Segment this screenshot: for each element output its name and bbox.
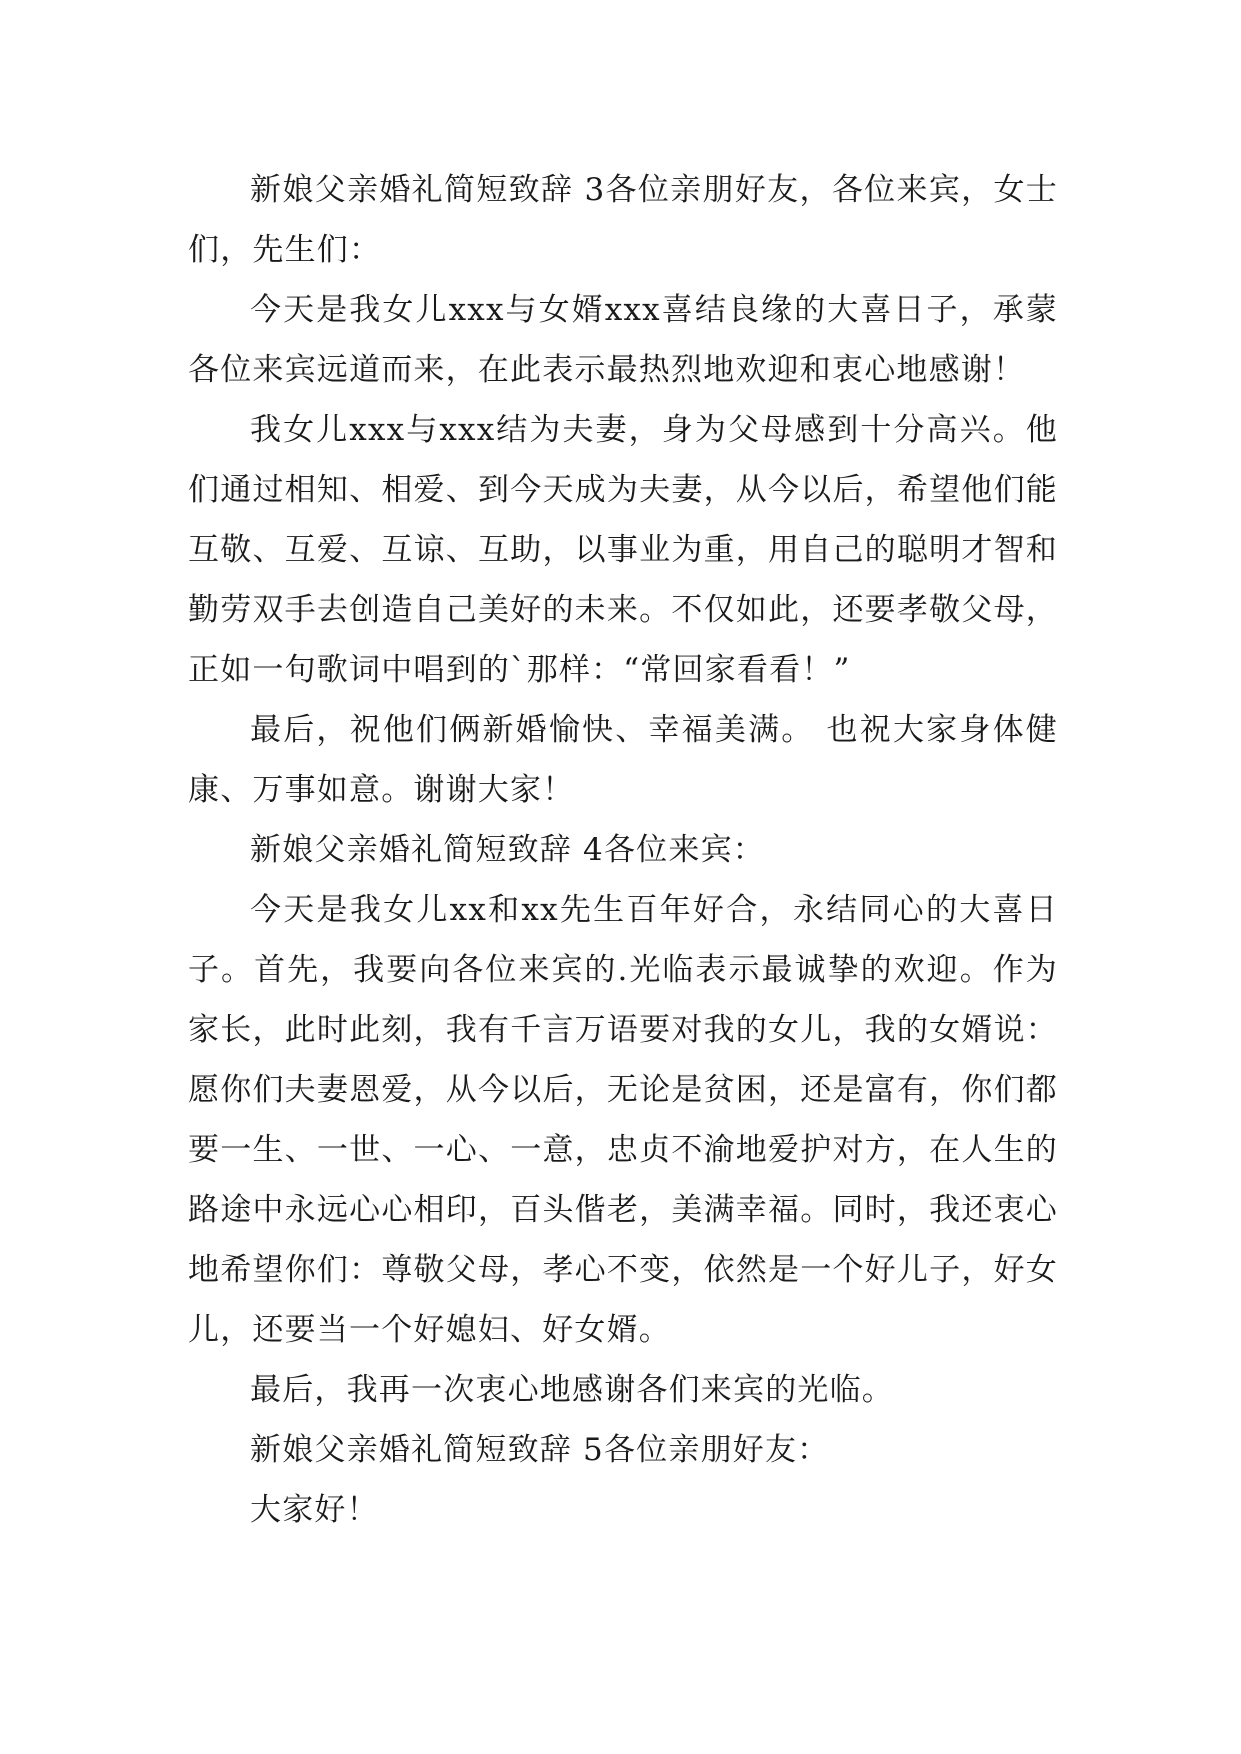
paragraph-speech-4-closing: 最后，我再一次衷心地感谢各们来宾的光临。	[250, 1372, 894, 1408]
paragraph-speech-4-greeting: 新娘父亲婚礼简短致辞 4各位来宾：	[250, 832, 765, 868]
document-body	[188, 160, 1058, 1540]
paragraph-speech-5-hello: 大家好！	[250, 1492, 379, 1528]
paragraph-speech-3-welcome: 今天是我女儿xxx与女婿xxx喜结良缘的大喜日子，承蒙各位来宾远道而来，在此表示最热烈地欢迎和衷心地感谢！	[188, 292, 1058, 388]
paragraph-speech-3-closing: 最后，祝他们俩新婚愉快、幸福美满。 也祝大家身体健康、万事如意。谢谢大家！	[188, 712, 1058, 808]
paragraph-speech-4-body: 今天是我女儿xx和xx先生百年好合，永结同心的大喜日子。首先，我要向各位来宾的.光临表示最诚挚的欢迎。作为家长，此时此刻，我有千言万语要对我的女儿，我的女婿说：愿你们夫妻恩爱，从今以后，无论是贫困，还是富有，你们都要一生、一世、一心、一意，忠贞不渝地爱护对方，在人生的路途中永远心心相印，百头偕老，美满幸福。同时，我还衷心地希望你们：尊敬父母，孝心不变，依然是一个好儿子，好女儿，还要当一个好媳妇、好女婿。	[188, 892, 1058, 1348]
paragraph-speech-3-greeting: 新娘父亲婚礼简短致辞 3各位亲朋好友，各位来宾，女士们，先生们：	[188, 172, 1058, 268]
paragraph-speech-5-greeting: 新娘父亲婚礼简短致辞 5各位亲朋好友：	[250, 1432, 830, 1468]
paragraph-speech-3-wishes: 我女儿xxx与xxx结为夫妻，身为父母感到十分高兴。他们通过相知、相爱、到今天成为夫妻，从今以后，希望他们能互敬、互爱、互谅、互助，以事业为重，用自己的聪明才智和勤劳双手去创造自己美好的未来。不仅如此，还要孝敬父母，正如一句歌词中唱到的`那样：“常回家看看！”	[188, 412, 1058, 688]
